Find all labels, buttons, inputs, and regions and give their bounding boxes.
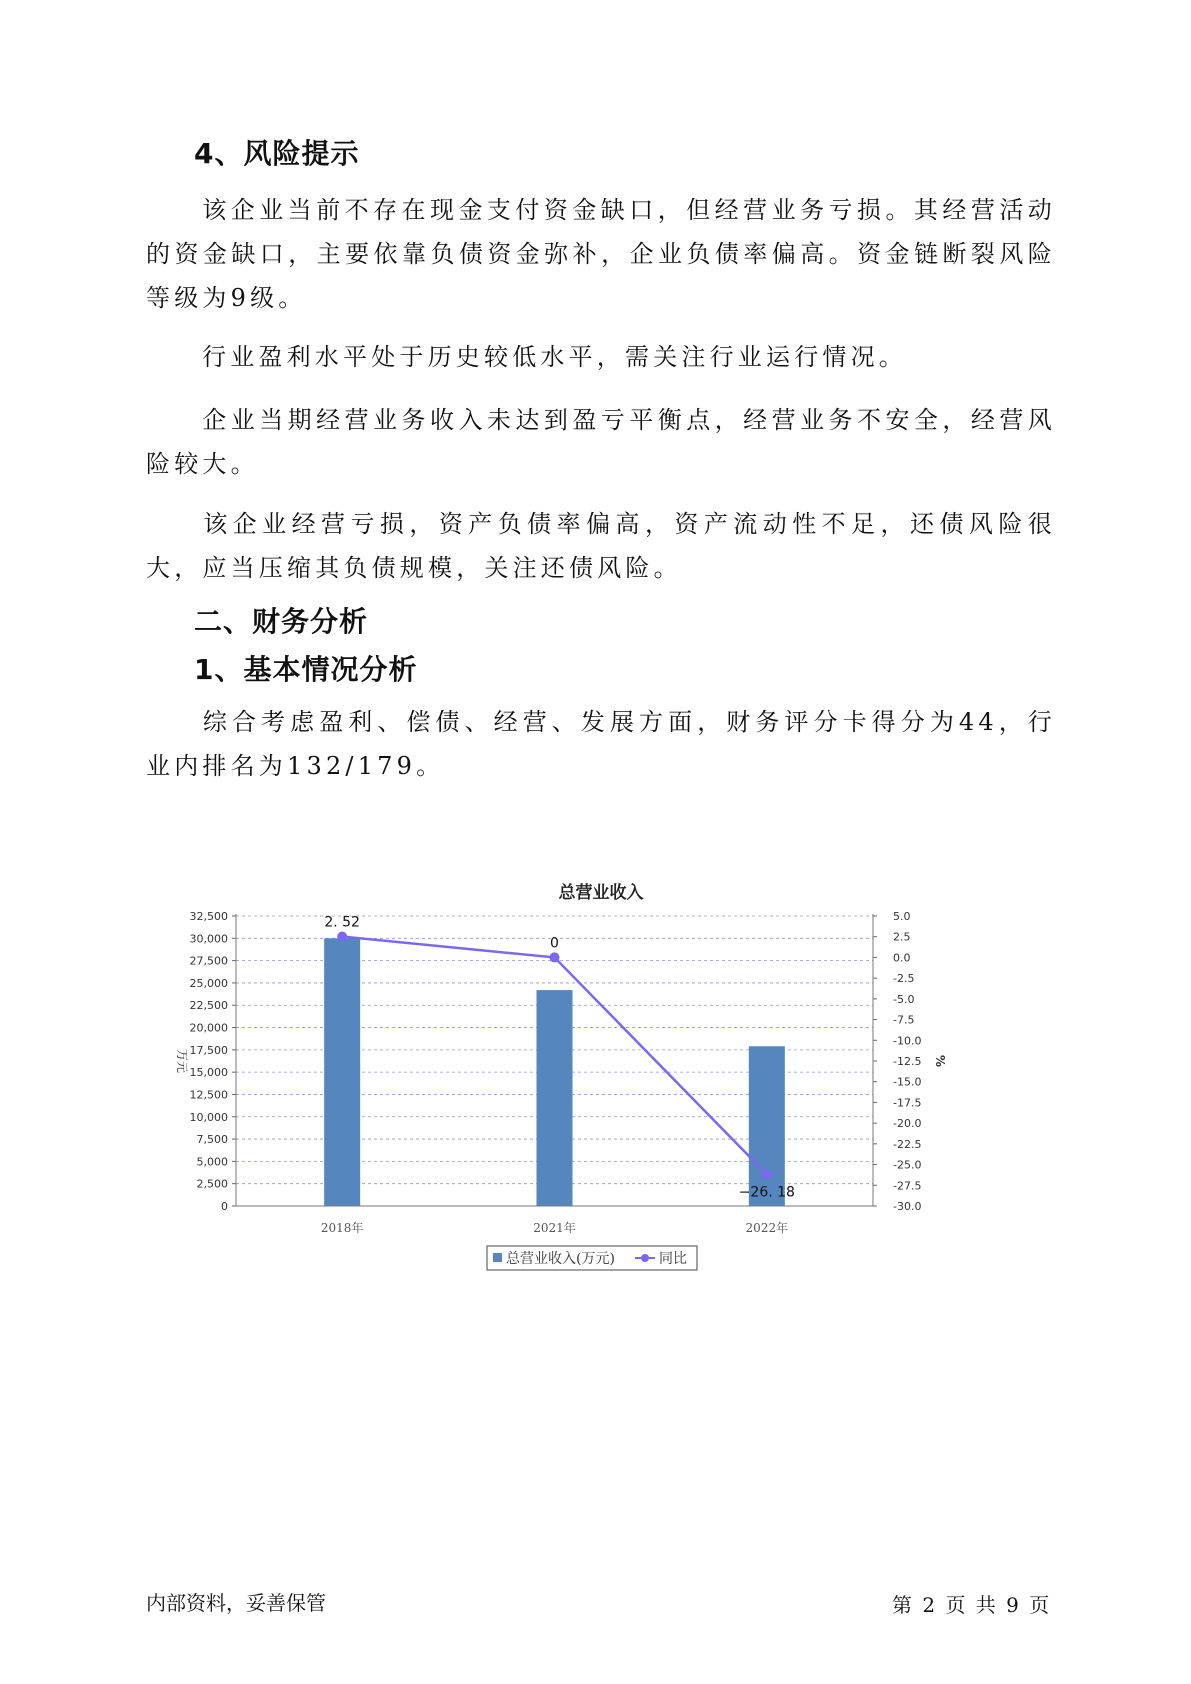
y2-tick-label: -25.0	[893, 1158, 922, 1172]
legend-bar-swatch	[493, 1253, 502, 1262]
y2-tick-label: -20.0	[893, 1117, 922, 1131]
revenue-chart	[170, 868, 1050, 1338]
y2-tick-label: -5.0	[893, 992, 915, 1006]
y-tick-label: 10,000	[189, 1110, 228, 1124]
revenue-chart-svg	[170, 868, 1050, 1338]
y2-tick-label: -27.5	[893, 1179, 922, 1193]
y2-tick-label: -10.0	[893, 1034, 922, 1048]
x-tick-label: 2021年	[533, 1221, 576, 1235]
y-tick-label: 30,000	[189, 932, 228, 946]
bar	[749, 1046, 785, 1206]
y2-tick-label: -2.5	[893, 972, 915, 986]
footer-confidential: 内部资料，妥善保管	[146, 1591, 326, 1615]
y2-tick-label: -22.5	[893, 1137, 922, 1151]
legend-bar-label: 总营业收入(万元)	[506, 1251, 615, 1267]
bar	[537, 990, 573, 1206]
x-tick-label: 2018年	[320, 1221, 364, 1235]
risk-paragraph-3-text: 企业当期经营业务收入未达到盈亏平衡点，经营业务不安全，经营风险较大。	[146, 406, 1056, 478]
y-tick-label: 5,000	[196, 1155, 228, 1169]
y-tick-label: 15,000	[189, 1066, 228, 1080]
yoy-point	[762, 1169, 772, 1179]
risk-paragraph-4	[146, 502, 1056, 590]
chart-title: 总营业收入	[558, 883, 644, 903]
y-axis-title: 万元	[175, 1048, 189, 1074]
risk-paragraph-2	[146, 335, 1056, 379]
risk-paragraph-1	[146, 188, 1056, 320]
y2-axis-title: %	[933, 1054, 947, 1068]
y2-tick-label: -12.5	[893, 1055, 922, 1068]
finance-paragraph	[146, 700, 1056, 788]
y-tick-label: 22,500	[189, 999, 228, 1013]
y-tick-label: 25,000	[189, 976, 228, 990]
y-tick-label: 0	[221, 1200, 228, 1213]
y-tick-label: 27,500	[189, 954, 228, 968]
y2-tick-label: -30.0	[893, 1200, 922, 1213]
finance-paragraph-text: 综合考虑盈利、偿债、经营、发展方面，财务评分卡得分为44，行业内排名为132/179。	[146, 708, 1056, 780]
basic-analysis-heading: 1、基本情况分析	[194, 653, 418, 686]
y-tick-label: 12,500	[189, 1088, 228, 1102]
y-tick-label: 17,500	[189, 1043, 228, 1057]
y2-tick-label: -7.5	[893, 1013, 915, 1027]
y-tick-label: 7,500	[196, 1133, 228, 1147]
chart-legend	[487, 1246, 697, 1270]
risk-paragraph-3	[146, 398, 1056, 486]
risk-paragraph-1-text: 该企业当前不存在现金支付资金缺口，但经营业务亏损。其经营活动的资金缺口，主要依靠负债资金弥补，企业负债率偏高。资金链断裂风险等级为9级。	[146, 196, 1056, 312]
y2-tick-label: -17.5	[893, 1096, 922, 1110]
y-tick-label: 2,500	[196, 1177, 228, 1191]
yoy-data-label: 2. 52	[324, 914, 360, 931]
yoy-point	[550, 952, 560, 962]
risk-paragraph-4-text: 该企业经营亏损，资产负债率偏高，资产流动性不足，还债风险很大，应当压缩其负债规模，关注还债风险。	[146, 510, 1056, 582]
legend-line-label: 同比	[659, 1251, 687, 1267]
yoy-data-label: −26. 18	[738, 1184, 795, 1201]
risk-paragraph-2-text: 行业盈利水平处于历史较低水平，需关注行业运行情况。	[202, 343, 907, 371]
y-tick-label: 20,000	[189, 1021, 228, 1035]
y2-tick-label: -15.0	[893, 1075, 922, 1089]
finance-heading: 二、财务分析	[194, 605, 369, 638]
y2-tick-label: 5.0	[893, 910, 911, 923]
risk-heading: 4、风险提示	[194, 137, 360, 170]
yoy-point	[337, 932, 347, 942]
legend-line-marker	[641, 1254, 649, 1262]
yoy-data-label: 0	[550, 935, 559, 952]
bar	[324, 938, 360, 1206]
y2-tick-label: 0.0	[893, 951, 911, 965]
footer-page-number: 第 2 页 共 9 页	[892, 1593, 1050, 1617]
y2-tick-label: 2.5	[893, 930, 911, 944]
x-tick-label: 2022年	[745, 1221, 789, 1235]
y-tick-label: 32,500	[189, 910, 228, 923]
